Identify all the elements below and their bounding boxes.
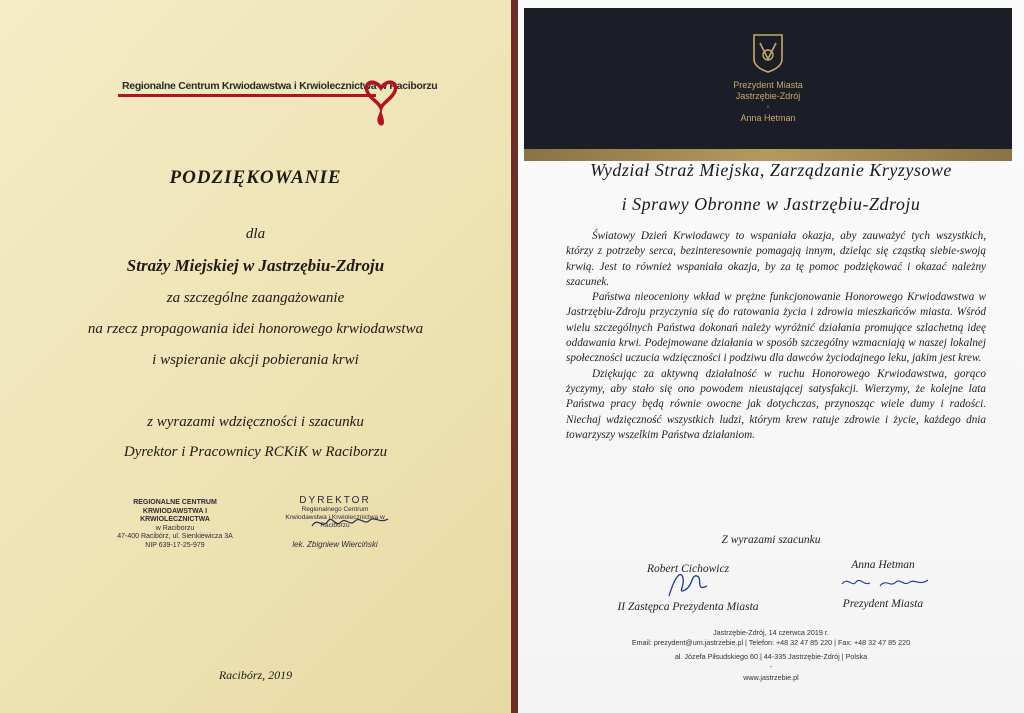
reason-line: i wspieranie akcji pobierania krwi bbox=[152, 352, 359, 368]
stamp-line: 47-400 Racibórz, ul. Sienkiewicza 3A bbox=[117, 533, 233, 541]
letterhead-banner bbox=[524, 8, 1012, 149]
organization-stamp bbox=[110, 499, 240, 551]
for-label: dla bbox=[245, 226, 266, 242]
from-line: Dyrektor i Pracownicy RCKiK w Raciborzu bbox=[123, 444, 388, 460]
certificate-title: PODZIĘKOWANIE bbox=[169, 167, 342, 188]
director-title: DYREKTOR bbox=[299, 495, 371, 506]
regards-line: z wyrazami wdzięczności i szacunku bbox=[147, 414, 364, 430]
letter-title: Wydział Straż Miejska, Zarządzanie Kryzysowe bbox=[590, 160, 952, 180]
stamp-line: KRWIODAWSTWA I KRWIOLECZNICTWA bbox=[140, 507, 210, 524]
letter-body bbox=[566, 229, 986, 443]
thank-you-certificate-left bbox=[0, 0, 511, 713]
signature-cichowicz bbox=[663, 568, 713, 602]
org-header: Regionalne Centrum Krwiodawstwa i Krwiolecznictwa w Raciborzu bbox=[122, 80, 438, 92]
header-line: Jastrzębie-Zdrój bbox=[735, 91, 801, 101]
header-line: Anna Hetman bbox=[740, 113, 796, 123]
closing-line: Z wyrazami szacunku bbox=[721, 534, 821, 546]
signer-role: Prezydent Miasta bbox=[842, 598, 924, 610]
blood-drop-heart-icon bbox=[364, 78, 398, 130]
reason-line: za szczególne zaangażowanie bbox=[166, 290, 345, 306]
logo-red-line bbox=[118, 94, 376, 97]
recipient: Straży Miejskiej w Jastrzębiu-Zdroju bbox=[126, 256, 385, 275]
stamp-line: Regionalnego Centrum bbox=[301, 506, 369, 513]
rckik-logo bbox=[118, 80, 438, 130]
letter-paragraph: Światowy Dzień Krwiodawcy to wspaniała okazja, aby zauważyć tych wszystkich, którzy z potrzeby serca, bezinteresownie pomagają innym, dzieląc się cząstką siebie-swoją krwią. Jest to również wspaniała okazja, by za tę pomoc podziękować i okazać należny szacunek. bbox=[566, 230, 986, 288]
letter-paragraph: Dziękując za aktywną działalność w ruchu Honorowego Krwiodawstwa, gorąco życzymy, aby stało się ono powodem nieustającej satysfakcji. Wierzymy, że kolejne lata Państwa pracy będą równie owocne jak dotychczas, przynosząc wiele dumy i radości. Niechaj wdzięczność wszystkich ludzi, którym krew ratuje zdrowie i życie, każdego dnia towarzyszy wszelkim Państwa działaniom. bbox=[566, 367, 986, 441]
director-signature bbox=[310, 512, 390, 534]
signer-name: Anna Hetman bbox=[851, 559, 915, 571]
footer-address: al. Józefa Piłsudskiego 60 | 44-335 Jastrzębie-Zdrój | Polska bbox=[674, 652, 868, 661]
header-line: Prezydent Miasta bbox=[733, 80, 803, 90]
signature-hetman bbox=[840, 574, 930, 592]
reason-line: na rzecz propagowania idei honorowego krwiodawstwa bbox=[87, 321, 424, 337]
footer-dash: - bbox=[769, 662, 773, 671]
footer-contact: Email: prezydent@um.jastrzebie.pl | Telefon: +48 32 47 85 220 | Fax: +48 32 47 85 220 bbox=[631, 638, 911, 647]
letter-title: i Sprawy Obronne w Jastrzębiu-Zdroju bbox=[621, 194, 921, 214]
city-emblem-icon bbox=[752, 33, 784, 73]
signer-role: II Zastępca Prezydenta Miasta bbox=[617, 601, 759, 613]
letter-paragraph: Państwa nieoceniony wkład w prężne funkcjonowanie Honorowego Krwiodawstwa w Jastrzębiu-Zdroju przyczynia się do ratowania życia i zdrowia mieszkańców miasta. Wśród wielu szczególnych Państwa dokonań należy wyróżnić działania promujące szlachetną ideę oddawania krwi. Podejmowane działania w sposób szczególny wzmacniają w naszej lokalnej społeczności uczucia wdzięczności i podziwu dla dawców życiodajnego leku, jakim jest krew. bbox=[566, 291, 986, 365]
stamp-line: REGIONALNE CENTRUM bbox=[133, 499, 217, 506]
header-dash: - bbox=[766, 102, 770, 111]
stamp-line: NIP 639-17-25-979 bbox=[145, 541, 205, 549]
stamp-line: Krwiodawstwa i Krwiolecznictwa w Raciborzu bbox=[285, 514, 385, 529]
thank-you-letter-right bbox=[518, 0, 1024, 713]
footer-website: www.jastrzebie.pl bbox=[743, 673, 799, 682]
place-date: Racibórz, 2019 bbox=[218, 668, 293, 682]
director-name: lek. Zbigniew Wierciński bbox=[292, 540, 378, 549]
signer-name: Robert Cichowicz bbox=[646, 563, 730, 575]
footer-place-date: Jastrzębie-Zdrój, 14 czerwca 2019 r. bbox=[713, 628, 829, 637]
stamp-line: w Raciborzu bbox=[155, 524, 195, 532]
